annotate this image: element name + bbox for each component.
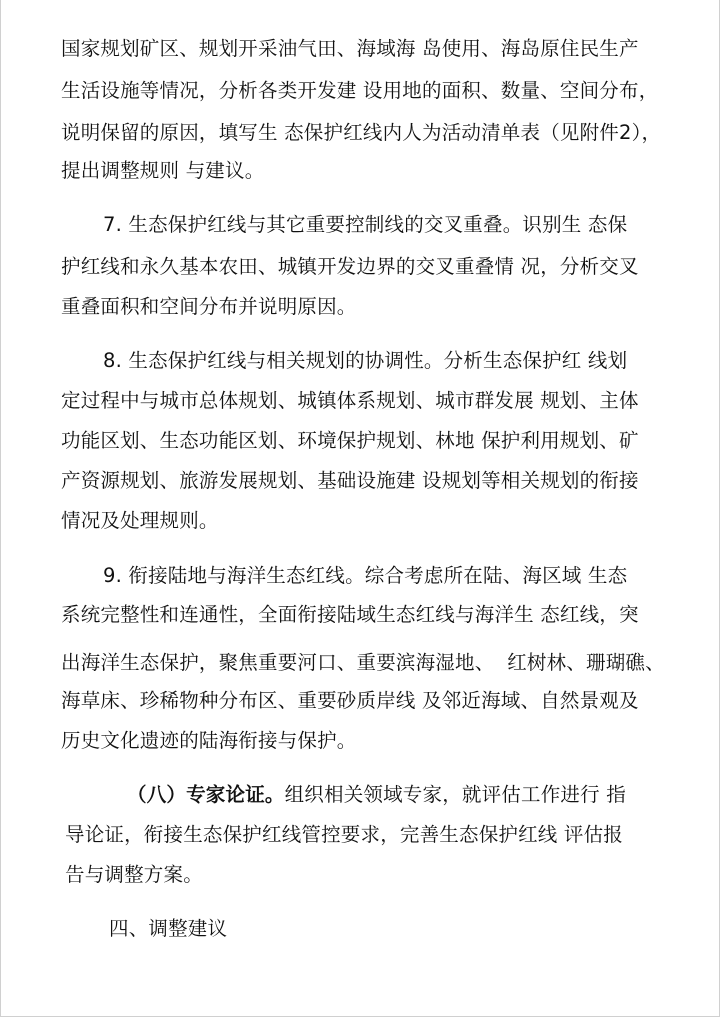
paragraph-line: 生活设施等情况，分析各类开发建 设用地的面积、数量、空间分布， bbox=[61, 79, 659, 102]
item-8-line: 情况及处理规则。 bbox=[61, 509, 219, 532]
paragraph-line: 国家规划矿区、规划开采油气田、海域海 岛使用、海岛原住民生产 bbox=[61, 37, 639, 60]
item-7-line: 重叠面积和空间分布并说明原因。 bbox=[61, 295, 357, 318]
section-8-line: 导论证，衔接生态保护红线管控要求，完善生态保护红线 评估报 bbox=[65, 823, 623, 846]
item-8-line: 产资源规划、旅游发展规划、基础设施建 设规划等相关规划的衔接 bbox=[61, 469, 639, 492]
section-8-first-line bbox=[127, 782, 626, 808]
section-8-heading: （八）专家论证。 bbox=[127, 783, 285, 806]
item-8-line: 定过程中与城市总体规划、城镇体系规划、城市群发展 规划、主体 bbox=[61, 389, 639, 412]
item-8-line: 功能区划、生态功能区划、环境保护规划、林地 保护利用规划、矿 bbox=[61, 429, 639, 452]
item-9-line: 系统完整性和连通性，全面衔接陆域生态红线与海洋生 态红线，突 bbox=[61, 603, 639, 626]
item-8-line: 8. 生态保护红线与相关规划的协调性。分析生态保护红 线划 bbox=[103, 349, 628, 372]
item-7-line: 7. 生态保护红线与其它重要控制线的交叉重叠。识别生 态保 bbox=[103, 213, 628, 236]
paragraph-line: 说明保留的原因，填写生 态保护红线内人为活动清单表（见附件2）， bbox=[61, 121, 662, 144]
section-4-heading: 四、调整建议 bbox=[109, 917, 228, 940]
item-9-line: 历史文化遗迹的陆海衔接与保护。 bbox=[61, 729, 357, 752]
item-9-line: 出海洋生态保护，聚焦重要河口、重要滨海湿地、 红树林、珊瑚礁、 bbox=[61, 651, 665, 674]
section-8-line: 告与调整方案。 bbox=[65, 863, 203, 886]
item-9-line: 9. 衔接陆地与海洋生态红线。综合考虑所在陆、海区域 生态 bbox=[103, 564, 628, 587]
paragraph-line: 提出调整规则 与建议。 bbox=[61, 159, 265, 182]
item-9-line: 海草床、珍稀物种分布区、重要砂质岸线 及邻近海域、自然景观及 bbox=[61, 689, 639, 712]
section-8-text: 组织相关领域专家，就评估工作进行 指 bbox=[284, 783, 626, 806]
item-7-line: 护红线和永久基本农田、城镇开发边界的交叉重叠情 况，分析交叉 bbox=[61, 255, 639, 278]
